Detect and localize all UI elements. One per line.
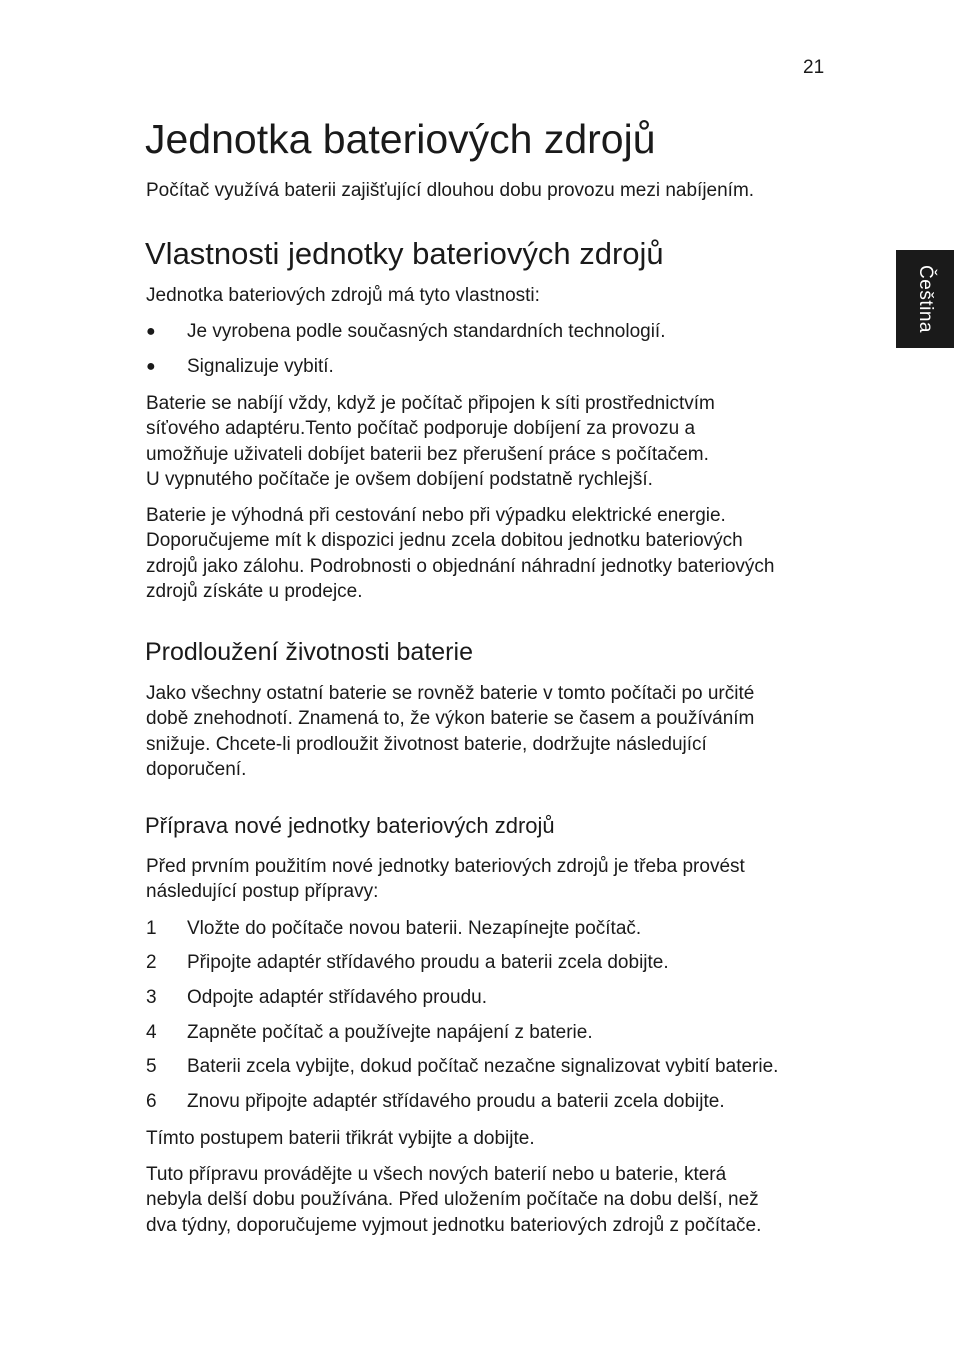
procedure-summary: Tímto postupem baterii třikrát vybijte a dobijte. bbox=[146, 1128, 535, 1149]
paragraph-line: nebyla delší dobu používána. Před uložením počítače na dobu delší, než bbox=[146, 1189, 759, 1211]
charging-paragraph bbox=[146, 391, 715, 492]
bullet-marker: ● bbox=[146, 358, 156, 375]
paragraph-line: následující postup přípravy: bbox=[146, 881, 379, 903]
step-text: Odpojte adaptér střídavého proudu. bbox=[187, 987, 487, 1008]
final-paragraph bbox=[146, 1162, 761, 1238]
bullet-marker: ● bbox=[146, 323, 156, 340]
section-heading-lifetime: Prodloužení životnosti baterie bbox=[145, 638, 473, 666]
page-number: 21 bbox=[803, 57, 825, 78]
step-text: Zapněte počítač a používejte napájení z baterie. bbox=[187, 1022, 593, 1043]
section-heading-preparation: Příprava nové jednotky bateriových zdrojů bbox=[145, 813, 555, 838]
preparation-lead bbox=[146, 854, 745, 905]
step-number: 4 bbox=[146, 1022, 157, 1043]
step-number: 3 bbox=[146, 987, 157, 1008]
paragraph-line: síťového adaptéru.Tento počítač podporuje dobíjení za provozu a bbox=[146, 418, 696, 440]
paragraph-line: zdrojů jako zálohu. Podrobnosti o objednání náhradní jednotky bateriových bbox=[146, 555, 775, 577]
step-text: Znovu připojte adaptér střídavého proudu a baterii zcela dobijte. bbox=[187, 1091, 725, 1112]
page-title: Jednotka bateriových zdrojů bbox=[145, 116, 656, 162]
step-text: Připojte adaptér střídavého proudu a baterii zcela dobijte. bbox=[187, 952, 669, 973]
paragraph-line: Tuto přípravu provádějte u všech nových baterií nebo u baterie, která bbox=[146, 1164, 727, 1185]
paragraph-line: Baterie se nabíjí vždy, když je počítač připojen k síti prostřednictvím bbox=[146, 393, 715, 414]
paragraph-line: umožňuje uživateli dobíjet baterii bez přerušení práce s počítačem. bbox=[146, 443, 709, 465]
step-number: 5 bbox=[146, 1056, 157, 1077]
travel-paragraph bbox=[146, 503, 774, 604]
paragraph-line: Jako všechny ostatní baterie se rovněž baterie v tomto počítači po určité bbox=[146, 683, 755, 704]
section-heading-features: Vlastnosti jednotky bateriových zdrojů bbox=[145, 236, 664, 271]
paragraph-line: dva týdny, doporučujeme vyjmout jednotku bateriových zdrojů z počítače. bbox=[146, 1214, 762, 1236]
features-lead: Jednotka bateriových zdrojů má tyto vlastnosti: bbox=[146, 285, 540, 306]
paragraph-line: době znehodnotí. Znamená to, že výkon baterie se časem a používáním bbox=[146, 708, 755, 730]
list-item-text: Je vyrobena podle současných standardních technologií. bbox=[187, 321, 666, 342]
step-number: 1 bbox=[146, 918, 157, 939]
intro-paragraph: Počítač využívá baterii zajišťující dlouhou dobu provozu mezi nabíjením. bbox=[146, 180, 755, 201]
paragraph-line: zdrojů získáte u prodejce. bbox=[146, 580, 363, 602]
step-number: 2 bbox=[146, 952, 157, 973]
lifetime-paragraph bbox=[146, 681, 754, 782]
step-number: 6 bbox=[146, 1091, 157, 1112]
language-tab bbox=[896, 250, 954, 348]
paragraph-line: Baterie je výhodná při cestování nebo při výpadku elektrické energie. bbox=[146, 505, 726, 526]
step-text: Baterii zcela vybijte, dokud počítač nezačne signalizovat vybití baterie. bbox=[187, 1056, 779, 1077]
step-text: Vložte do počítače novou baterii. Nezapínejte počítač. bbox=[187, 918, 642, 939]
paragraph-line: U vypnutého počítače je ovšem dobíjení podstatně rychlejší. bbox=[146, 468, 653, 490]
language-tab-label: Čeština bbox=[915, 265, 937, 333]
list-item-text: Signalizuje vybití. bbox=[187, 356, 334, 377]
paragraph-line: Doporučujeme mít k dispozici jednu zcela dobitou jednotku bateriových bbox=[146, 530, 743, 552]
paragraph-line: doporučení. bbox=[146, 758, 247, 780]
paragraph-line: Před prvním použitím nové jednotky bateriových zdrojů je třeba provést bbox=[146, 856, 745, 877]
paragraph-line: snižuje. Chcete-li prodloužit životnost baterie, dodržujte následující bbox=[146, 733, 707, 755]
